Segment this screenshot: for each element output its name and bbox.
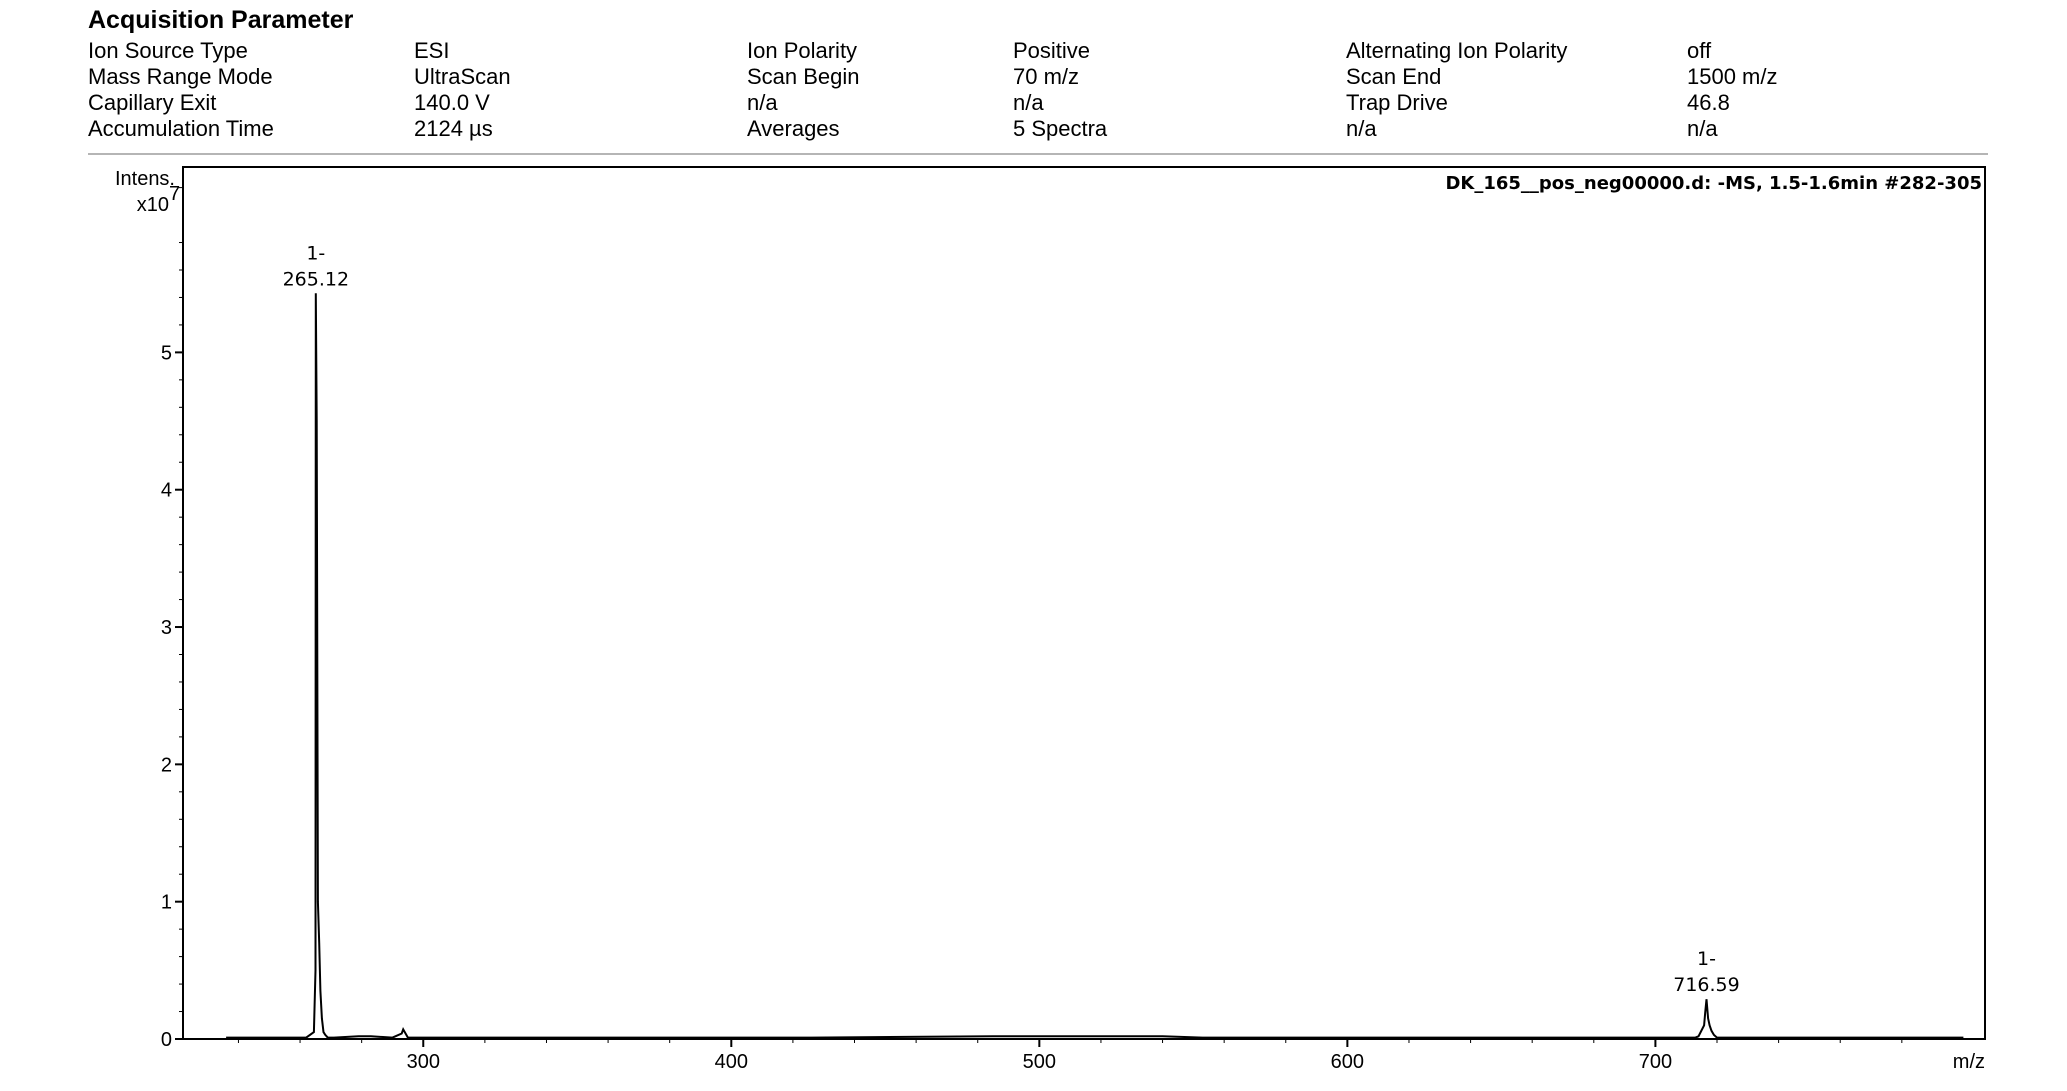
label-layer	[283, 173, 1982, 996]
peak-charge-label: 1-	[306, 242, 326, 265]
x-tick-label: 300	[406, 1051, 440, 1073]
y-tick-label: 3	[160, 617, 172, 640]
y-axis-title: Intens.	[114, 168, 175, 190]
y-tick-label: 2	[160, 754, 172, 777]
parameter-value: 2124 µs	[414, 116, 493, 141]
parameter-value: Positive	[1013, 38, 1091, 63]
parameter-name: Capillary Exit	[88, 90, 217, 115]
parameter-value: 140.0 V	[414, 90, 490, 115]
parameter-name: Scan End	[1346, 64, 1442, 89]
axes-layer	[115, 167, 1985, 1073]
x-tick-label: 500	[1022, 1051, 1057, 1073]
parameter-value: 5 Spectra	[1013, 116, 1108, 141]
parameter-value: n/a	[1013, 90, 1044, 115]
acquisition-title: Acquisition Parameter	[88, 6, 354, 34]
parameter-name: Accumulation Time	[88, 116, 274, 141]
peak-charge-label: 1-	[1697, 948, 1716, 971]
parameter-name: Ion Polarity	[747, 38, 858, 63]
x-axis-title: m/z	[1952, 1051, 1985, 1073]
y-tick-label: 5	[160, 342, 172, 365]
y-tick-label: 0	[160, 1029, 172, 1051]
x-tick-label: 400	[714, 1051, 748, 1073]
parameter-name: Alternating Ion Polarity	[1346, 38, 1568, 63]
spectrum-trace	[226, 293, 1963, 1037]
y-axis-scale: x10	[136, 194, 169, 216]
parameter-name: Averages	[747, 116, 840, 141]
y-tick-label: 1	[160, 891, 172, 914]
parameter-name: Trap Drive	[1346, 90, 1448, 115]
scan-info-label: DK_165__pos_neg00000.d: -MS, 1.5-1.6min #282-305	[1445, 173, 1982, 194]
parameter-value: n/a	[1687, 116, 1718, 141]
parameter-name: Ion Source Type	[88, 38, 248, 63]
x-tick-label: 600	[1330, 1051, 1365, 1073]
parameter-value: ESI	[414, 38, 450, 63]
trace-layer	[226, 293, 1963, 1037]
peak-mz-label: 265.12	[282, 268, 350, 291]
parameter-value: UltraScan	[414, 64, 511, 89]
parameter-name: Scan Begin	[747, 64, 860, 89]
parameter-value: 1500 m/z	[1687, 64, 1778, 89]
parameter-name: Mass Range Mode	[88, 64, 273, 89]
y-tick-label: 4	[160, 479, 172, 502]
y-axis-scale-exponent: 7	[169, 183, 181, 205]
peak-mz-label: 716.59	[1673, 974, 1740, 997]
parameter-name: n/a	[747, 90, 778, 115]
parameter-value: 46.8	[1687, 90, 1730, 115]
parameter-value: 70 m/z	[1013, 64, 1080, 89]
plot-frame	[183, 167, 1985, 1039]
parameter-name: n/a	[1346, 116, 1377, 141]
x-tick-label: 700	[1638, 1051, 1673, 1073]
parameter-value: off	[1687, 38, 1712, 63]
